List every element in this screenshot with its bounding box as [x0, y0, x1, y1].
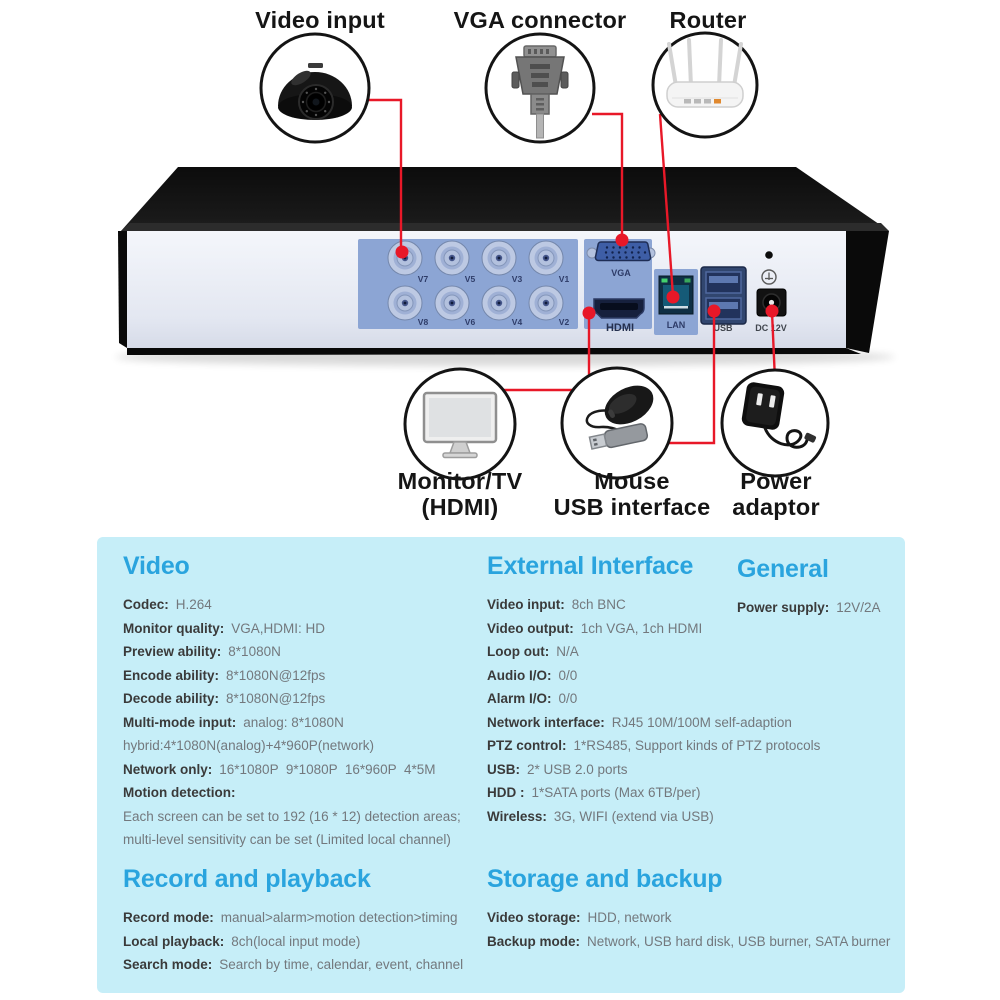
spec-row: [487, 805, 907, 829]
spec-label: PTZ control:: [487, 738, 567, 753]
spec-value: N/A: [556, 644, 579, 659]
dot-lan: [667, 291, 680, 304]
dot-bnc: [396, 246, 409, 259]
usb-ports: [701, 267, 746, 324]
hdmi-port-label: HDMI: [605, 322, 635, 334]
spec-label: Power supply:: [737, 600, 830, 615]
spec-value: 3G, WIFI (extend via USB): [553, 808, 714, 824]
dot-usb: [708, 305, 721, 318]
callout-label-router: Router: [669, 7, 747, 33]
spec-panel: [97, 537, 905, 993]
callout-label-power: [732, 469, 820, 520]
spec-value: 8ch(local input mode): [231, 933, 361, 949]
spec-row: [123, 906, 523, 930]
spec-label: Encode ability:: [123, 667, 220, 683]
spec-label: Video output:: [487, 620, 574, 636]
spec-value: HDD, network: [587, 910, 672, 925]
spec-label: Record mode:: [123, 910, 214, 925]
dc-port-label: DC 12V: [755, 323, 787, 333]
spec-value: Each screen can be set to 192 (16 * 12) detection areas;: [123, 808, 461, 824]
spec-value: hybrid:4*1080N(analog)+4*960P(network): [123, 738, 375, 753]
callout-label-monitor: [398, 469, 523, 520]
spec-value: Network, USB hard disk, USB burner, SATA burner: [587, 933, 891, 949]
spec-value: analog: 8*1080N: [243, 714, 344, 730]
spec-value: 8*1080N@12fps: [226, 691, 326, 706]
spec-row: [123, 711, 493, 735]
spec-row: [487, 758, 907, 782]
callout-label-mouse: [554, 469, 711, 520]
spec-row: [487, 734, 907, 758]
usb-port-label: USB: [713, 323, 733, 333]
bnc-connector: [435, 241, 469, 275]
section-storage-backup: [487, 864, 907, 953]
spec-value: 8ch BNC: [571, 597, 626, 612]
spec-row: [123, 930, 523, 954]
spec-row: [123, 781, 493, 805]
spec-row: [123, 805, 493, 829]
section-title: Record and playback: [123, 865, 371, 893]
spec-label: Backup mode:: [487, 933, 581, 949]
bnc-connector: [482, 241, 516, 275]
spec-value: VGA,HDMI: HD: [231, 620, 326, 636]
section-record-playback: [123, 864, 523, 977]
spec-label: Local playback:: [123, 933, 225, 949]
section-title: General: [737, 555, 829, 583]
spec-value: H.264: [175, 597, 212, 612]
spec-label: Video storage:: [487, 910, 581, 925]
spec-label: Decode ability:: [123, 691, 220, 706]
vga-port-label: VGA: [611, 268, 631, 278]
device-side-right: [846, 231, 889, 353]
spec-row: [487, 617, 907, 641]
bnc-label: V7: [417, 274, 429, 284]
callout-label-line: Monitor/TV: [397, 468, 523, 494]
callout-label-line: (HDMI): [421, 493, 499, 520]
spec-value: 8*1080N@12fps: [226, 667, 326, 683]
dot-hdmi: [583, 307, 596, 320]
spec-row: [123, 758, 493, 782]
spec-label: Search mode:: [123, 957, 213, 972]
section-title: Storage and backup: [487, 865, 723, 893]
device-top: [121, 167, 889, 231]
spec-value: 16*1080P 9*1080P 16*960P 4*5M: [219, 761, 436, 777]
dot-vga: [616, 234, 629, 247]
device-bottom-strip: [127, 348, 861, 355]
spec-value: 0/0: [558, 691, 578, 706]
bnc-connector: [388, 286, 422, 320]
spec-row: [487, 640, 907, 664]
callout-label-video-input: Video input: [255, 7, 385, 33]
spec-label: Loop out:: [487, 644, 550, 659]
spec-row: [737, 596, 902, 620]
spec-label: Wireless:: [487, 808, 547, 824]
spec-row: [123, 687, 493, 711]
spec-label: Monitor quality:: [123, 620, 225, 636]
spec-row: [123, 617, 493, 641]
spec-label: Codec:: [123, 597, 169, 612]
spec-label: HDD :: [487, 785, 525, 800]
spec-label: Preview ability:: [123, 644, 222, 659]
spec-label: Motion detection:: [123, 785, 236, 800]
spec-row: [123, 664, 493, 688]
spec-row: [487, 664, 907, 688]
spec-value: 0/0: [558, 667, 578, 683]
bnc-label: V3: [511, 274, 523, 284]
hdmi-port: [594, 299, 644, 318]
spec-label: Audio I/O:: [487, 667, 552, 683]
spec-label: Network only:: [123, 761, 213, 777]
bnc-connector: [388, 241, 422, 275]
bnc-connector: [529, 286, 563, 320]
spec-value: 12V/2A: [836, 600, 881, 615]
vent-hole: [765, 251, 773, 259]
spec-row: [123, 640, 493, 664]
bnc-connector: [435, 286, 469, 320]
spec-row: [487, 930, 907, 954]
spec-row: [487, 781, 907, 805]
spec-label: Video input:: [487, 597, 565, 612]
spec-row: [123, 953, 523, 977]
spec-value: RJ45 10M/100M self-adaption: [611, 714, 792, 730]
section-video: [123, 551, 493, 852]
section-general: [737, 554, 902, 620]
bnc-label: V1: [558, 274, 570, 284]
spec-value: 1ch VGA, 1ch HDMI: [580, 620, 703, 636]
spec-value: 8*1080N: [228, 644, 281, 659]
bnc-label: V4: [511, 317, 523, 327]
spec-label: Alarm I/O:: [487, 691, 552, 706]
callout-label-line: USB interface: [553, 493, 711, 520]
spec-value: 1*SATA ports (Max 6TB/per): [531, 785, 701, 800]
bnc-connector: [482, 286, 516, 320]
spec-row: [123, 828, 493, 852]
spec-value: multi-level sensitivity can be set (Limited local channel): [123, 832, 451, 847]
spec-label: Network interface:: [487, 714, 605, 730]
spec-row: [487, 687, 907, 711]
spec-row: [123, 593, 493, 617]
spec-row: [487, 711, 907, 735]
spec-value: 2* USB 2.0 ports: [527, 761, 628, 777]
spec-row: [123, 734, 493, 758]
section-title: External Interface: [487, 552, 694, 580]
device-side-left: [118, 231, 127, 348]
spec-value: Search by time, calendar, event, channel: [219, 957, 464, 972]
lan-port-label: LAN: [666, 320, 686, 330]
section-title: Video: [123, 552, 190, 580]
callout-label-vga-connector: VGA connector: [453, 7, 627, 33]
spec-label: USB:: [487, 761, 520, 777]
spec-row: [487, 906, 907, 930]
spec-value: manual>alarm>motion detection>timing: [220, 910, 458, 925]
callout-label-line: Mouse: [594, 468, 670, 494]
device-top-front-edge: [121, 223, 889, 231]
spec-value: 1*RS485, Support kinds of PTZ protocols: [573, 738, 821, 753]
callout-label-line: adaptor: [732, 493, 820, 520]
spec-label: Multi-mode input:: [123, 714, 237, 730]
bnc-connector: [529, 241, 563, 275]
bnc-label: V5: [464, 274, 476, 284]
dot-dc: [766, 305, 779, 318]
bnc-label: V2: [558, 317, 570, 327]
callout-label-line: Power: [740, 468, 812, 494]
bnc-label: V8: [417, 317, 429, 327]
bnc-label: V6: [464, 317, 476, 327]
